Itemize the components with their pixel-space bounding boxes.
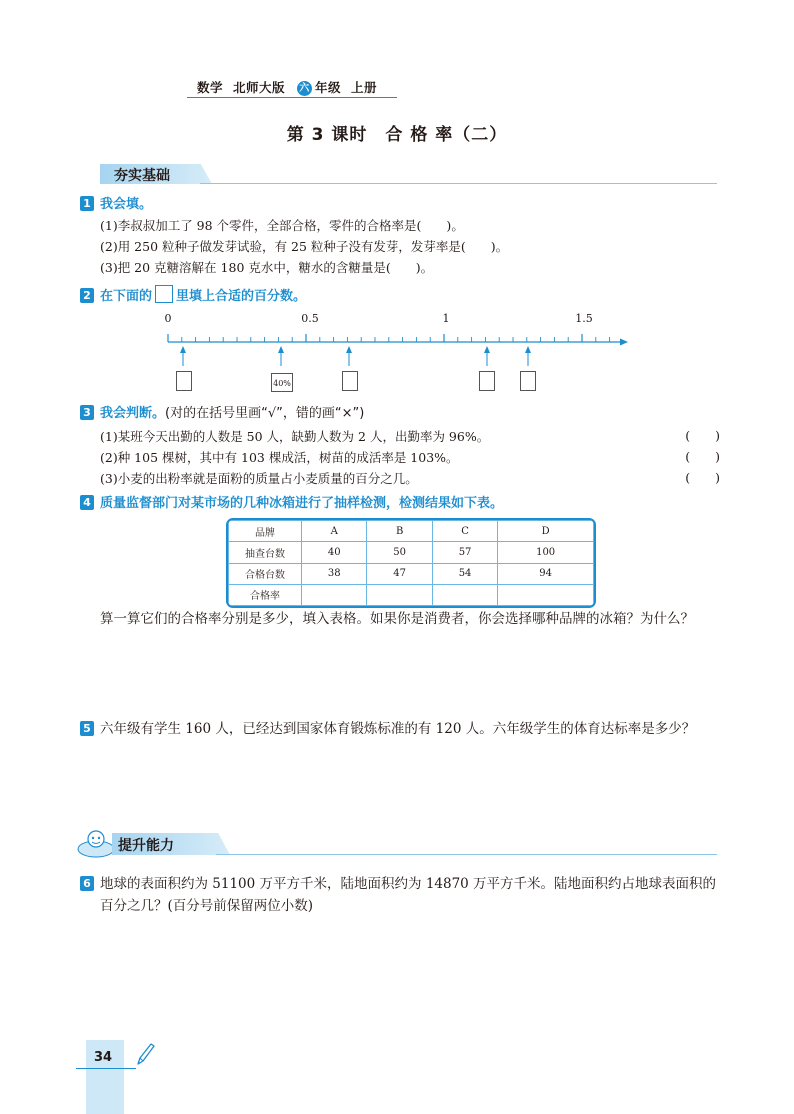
footer-rule xyxy=(76,1068,136,1069)
table-cell: 50 xyxy=(367,542,432,563)
table-answer-cell[interactable] xyxy=(367,584,432,605)
answer-box-4[interactable] xyxy=(520,371,536,391)
table-row xyxy=(229,542,594,563)
pointer-arrow-icon xyxy=(525,346,531,353)
axis-arrow-icon xyxy=(620,339,628,346)
table-cell: 38 xyxy=(302,563,367,584)
q1-item-2: (2)用 250 粒种子做发芽试验，有 25 粒种子没有发芽，发芽率是( )。 xyxy=(100,239,509,254)
q3-note: (对的在括号里画“√”，错的画“×”) xyxy=(165,406,365,421)
page-number: 34 xyxy=(94,1050,113,1065)
table-cell: 抽查台数 xyxy=(229,542,302,563)
q3-answer-2[interactable]: ( ) xyxy=(685,449,720,464)
q4-heading xyxy=(80,492,503,511)
answer-box-filled: 40% xyxy=(271,373,293,392)
q3-row-2 xyxy=(100,447,720,465)
table-answer-cell[interactable] xyxy=(498,584,594,605)
pencil-icon xyxy=(132,1040,156,1070)
q1-item-3: (3)把 20 克糖溶解在 180 克水中，糖水的含糖量是( )。 xyxy=(100,260,434,275)
table-answer-cell[interactable] xyxy=(302,584,367,605)
section-label: 提升能力 xyxy=(118,838,174,854)
table-answer-cell[interactable] xyxy=(432,584,497,605)
brand-table-frame xyxy=(226,518,596,608)
q5-number: 5 xyxy=(80,721,94,736)
table-cell: 54 xyxy=(432,563,497,584)
section-banner-basic xyxy=(100,164,717,184)
pointer-arrow-icon xyxy=(278,346,284,353)
q3-heading xyxy=(80,402,364,421)
grade-badge: 六 xyxy=(297,81,312,96)
table-cell: 40 xyxy=(302,542,367,563)
book-header xyxy=(197,78,377,96)
pointer-arrow-icon xyxy=(484,346,490,353)
q1-number: 1 xyxy=(80,196,94,211)
q3-item-1: (1)某班今天出勤的人数是 50 人，缺勤人数为 2 人，出勤率为 96%。 xyxy=(100,429,490,444)
q6-text: 地球的表面积约为 51100 万平方千米，陆地面积约为 14870 万平方千米。陆地面积约占地球表面积的百分之几？(百分号前保留两位小数) xyxy=(100,876,717,914)
table-header-cell: B xyxy=(367,521,432,542)
header-subject: 数学 xyxy=(197,80,224,95)
q2-number: 2 xyxy=(80,288,94,303)
table-row xyxy=(229,563,594,584)
q1-title: 我会填。 xyxy=(100,197,153,212)
tick-marks xyxy=(168,334,610,342)
section-banner-advanced xyxy=(76,827,717,857)
section-rule xyxy=(216,854,717,855)
table-cell: 合格率 xyxy=(229,584,302,605)
table-header-cell: A xyxy=(302,521,367,542)
q1-item-1: (1)李叔叔加工了 98 个零件，全部合格，零件的合格率是( )。 xyxy=(100,218,464,233)
pointer-arrow-icon xyxy=(180,346,186,353)
number-line xyxy=(160,308,640,400)
q4-text: 算一算它们的合格率分别是多少，填入表格。如果你是消费者，你会选择哪种品牌的冰箱？为什么？ xyxy=(100,611,694,627)
q4-title: 质量监督部门对某市场的几种冰箱进行了抽样检测，检测结果如下表。 xyxy=(100,496,504,511)
table-cell: 47 xyxy=(367,563,432,584)
answer-box-1[interactable] xyxy=(176,371,192,391)
table-row xyxy=(229,584,594,605)
q3-row-1 xyxy=(100,426,720,444)
answer-box-2[interactable] xyxy=(342,371,358,391)
q2-heading xyxy=(80,285,306,304)
q4-number: 4 xyxy=(80,495,94,510)
q3-row-3 xyxy=(100,468,720,486)
lesson-title: 第 3 课时 合 格 率（二） xyxy=(286,125,508,145)
tick-label-0-5: 0.5 xyxy=(301,312,319,325)
tick-label-1: 1 xyxy=(442,312,450,325)
q5-block xyxy=(80,718,725,740)
table-cell: 94 xyxy=(498,563,594,584)
header-rule xyxy=(187,97,397,98)
q2-title-before: 在下面的 xyxy=(100,289,153,304)
q1-heading xyxy=(80,193,152,212)
pointer-arrow-icon xyxy=(346,346,352,353)
q3-number: 3 xyxy=(80,405,94,420)
table-cell: 100 xyxy=(498,542,594,563)
header-edition: 北师大版 xyxy=(233,80,286,95)
q6-block xyxy=(80,873,725,917)
table-header-row xyxy=(229,521,594,542)
table-header-cell: C xyxy=(432,521,497,542)
header-volume: 上册 xyxy=(351,80,378,95)
section-label: 夯实基础 xyxy=(114,168,170,184)
section-rule xyxy=(200,183,717,184)
table-cell: 57 xyxy=(432,542,497,563)
q3-title: 我会判断。 xyxy=(100,406,166,421)
tick-label-1-5: 1.5 xyxy=(575,312,593,325)
table-header-cell: D xyxy=(498,521,594,542)
brand-table xyxy=(228,520,594,606)
q2-title-box-icon xyxy=(155,285,173,303)
q2-title-after: 里填上合适的百分数。 xyxy=(176,289,307,304)
q6-number: 6 xyxy=(80,876,94,891)
q3-item-3: (3)小麦的出粉率就是面粉的质量占小麦质量的百分之几。 xyxy=(100,471,418,486)
answer-box-3[interactable] xyxy=(479,371,495,391)
q5-text: 六年级有学生 160 人，已经达到国家体育锻炼标准的有 120 人。六年级学生的体育达标率是多少？ xyxy=(100,721,696,737)
q3-item-2: (2)种 105 棵树，其中有 103 棵成活，树苗的成活率是 103%。 xyxy=(100,450,459,465)
mascot-icon xyxy=(76,827,116,859)
table-cell: 合格台数 xyxy=(229,563,302,584)
pointer-arrows xyxy=(180,346,531,366)
q3-answer-3[interactable]: ( ) xyxy=(685,470,720,485)
tick-label-0: 0 xyxy=(164,312,172,325)
header-grade: 年级 xyxy=(315,80,342,95)
table-header-cell: 品牌 xyxy=(229,521,302,542)
q3-answer-1[interactable]: ( ) xyxy=(685,428,720,443)
